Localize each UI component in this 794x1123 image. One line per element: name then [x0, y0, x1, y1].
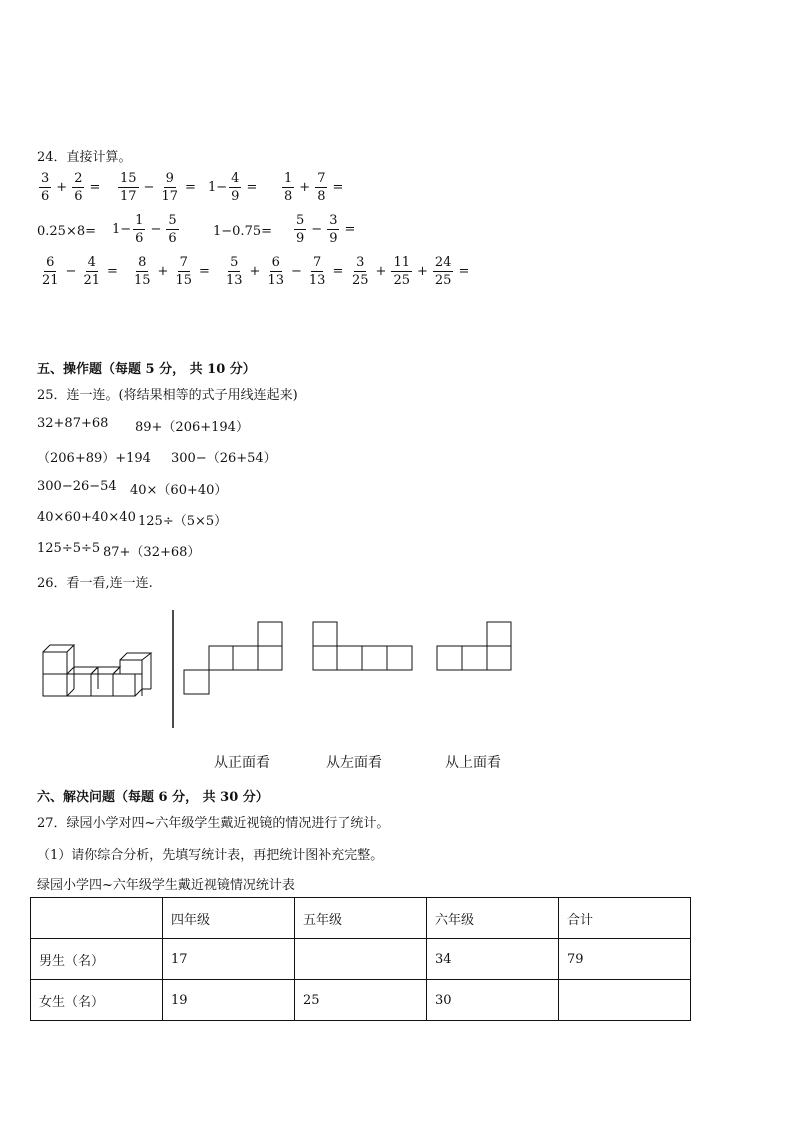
- table-row: [31, 939, 691, 980]
- table-cell-blank[interactable]: [295, 939, 427, 980]
- q24-r3-e1: $\frac{6}{21}$ − $\frac{4}{21}$ =: [42, 255, 118, 288]
- table-cell: 30: [427, 980, 559, 1021]
- q24-r1-e1: $\frac{3}{6}$ + $\frac{2}{6}$ =: [41, 171, 101, 204]
- view-label-top: 从上面看: [445, 755, 501, 771]
- q25-right-2: 300−（26+54）: [171, 451, 277, 466]
- table-cell: 17: [163, 939, 295, 980]
- q24-r3-e4: $\frac{3}{25}$ + $\frac{11}{25}$ + $\frac{24}{25}$ =: [352, 255, 470, 288]
- q25-left-4: 40×60+40×40: [37, 510, 136, 525]
- table-header-row: [31, 898, 691, 939]
- table-header-cell: 六年级: [427, 898, 559, 939]
- q25-right-3: 40×（60+40）: [130, 483, 228, 498]
- table-cell: 34: [427, 939, 559, 980]
- table-cell: 25: [295, 980, 427, 1021]
- cube-figure: [43, 645, 151, 696]
- view-label-left: 从左面看: [326, 755, 382, 771]
- q25-right-1: 89+（206+194）: [135, 420, 249, 435]
- view-shape-3: [437, 622, 511, 670]
- q25-left-2: （206+89）+194: [37, 451, 151, 466]
- q24-r2-e3: 1−0.75=: [213, 224, 273, 239]
- view-label-front: 从正面看: [214, 755, 270, 771]
- q25-right-4: 125÷（5×5）: [138, 514, 228, 529]
- q24-r1-e2: $\frac{15}{17}$ − $\frac{9}{17}$ =: [120, 171, 196, 204]
- q24-r1-e4: $\frac{1}{8}$ + $\frac{7}{8}$ =: [284, 171, 344, 204]
- q25-left-5: 125÷5÷5: [37, 541, 101, 556]
- q26-title: 26．看一看,连一连.: [37, 576, 153, 591]
- q24-r2-e4: $\frac{5}{9}$ − $\frac{3}{9}$ =: [296, 213, 356, 246]
- q25-left-1: 32+87+68: [37, 416, 109, 431]
- q25-title: 25．连一连。(将结果相等的式子用线连起来): [37, 388, 298, 403]
- q24-r3-e2: $\frac{8}{15}$ + $\frac{7}{15}$ =: [134, 255, 210, 288]
- table-header-cell: 五年级: [295, 898, 427, 939]
- q24-r3-e3: $\frac{5}{13}$ + $\frac{6}{13}$ − $\frac{7}{13}$ =: [226, 255, 344, 288]
- table-header-cell: 四年级: [163, 898, 295, 939]
- table-cell-blank[interactable]: [559, 980, 691, 1021]
- view-shape-2: [313, 622, 412, 670]
- table-cell: 19: [163, 980, 295, 1021]
- views-figure: [0, 600, 560, 740]
- table-cell: 女生（名）: [31, 980, 163, 1021]
- q24-title: 24．直接计算。: [37, 150, 132, 165]
- view-shape-1: [184, 622, 282, 694]
- q24-r2-e2: 1− $\frac{1}{6}$ − $\frac{5}{6}$: [112, 213, 177, 246]
- section6-title: 六、解决问题（每题 6 分， 共 30 分）: [37, 790, 269, 805]
- table-header-cell: 合计: [559, 898, 691, 939]
- q27-sub1: （1）请你综合分析，先填写统计表，再把统计图补充完整。: [37, 848, 384, 863]
- q25-right-5: 87+（32+68）: [103, 545, 201, 560]
- section5-title: 五、操作题（每题 5 分， 共 10 分）: [37, 362, 256, 377]
- table-title: 绿园小学四~六年级学生戴近视镜情况统计表: [37, 878, 295, 893]
- q27-title: 27．绿园小学对四~六年级学生戴近视镜的情况进行了统计。: [37, 816, 390, 831]
- stats-table: [30, 897, 691, 1021]
- table-cell: 79: [559, 939, 691, 980]
- q24-r1-e3: 1− $\frac{4}{9}$ =: [208, 171, 258, 204]
- table-row: [31, 980, 691, 1021]
- q25-left-3: 300−26−54: [37, 479, 117, 494]
- q24-r2-e1: 0.25×8=: [37, 224, 97, 239]
- table-cell: 男生（名）: [31, 939, 163, 980]
- table-header-cell: [31, 898, 163, 939]
